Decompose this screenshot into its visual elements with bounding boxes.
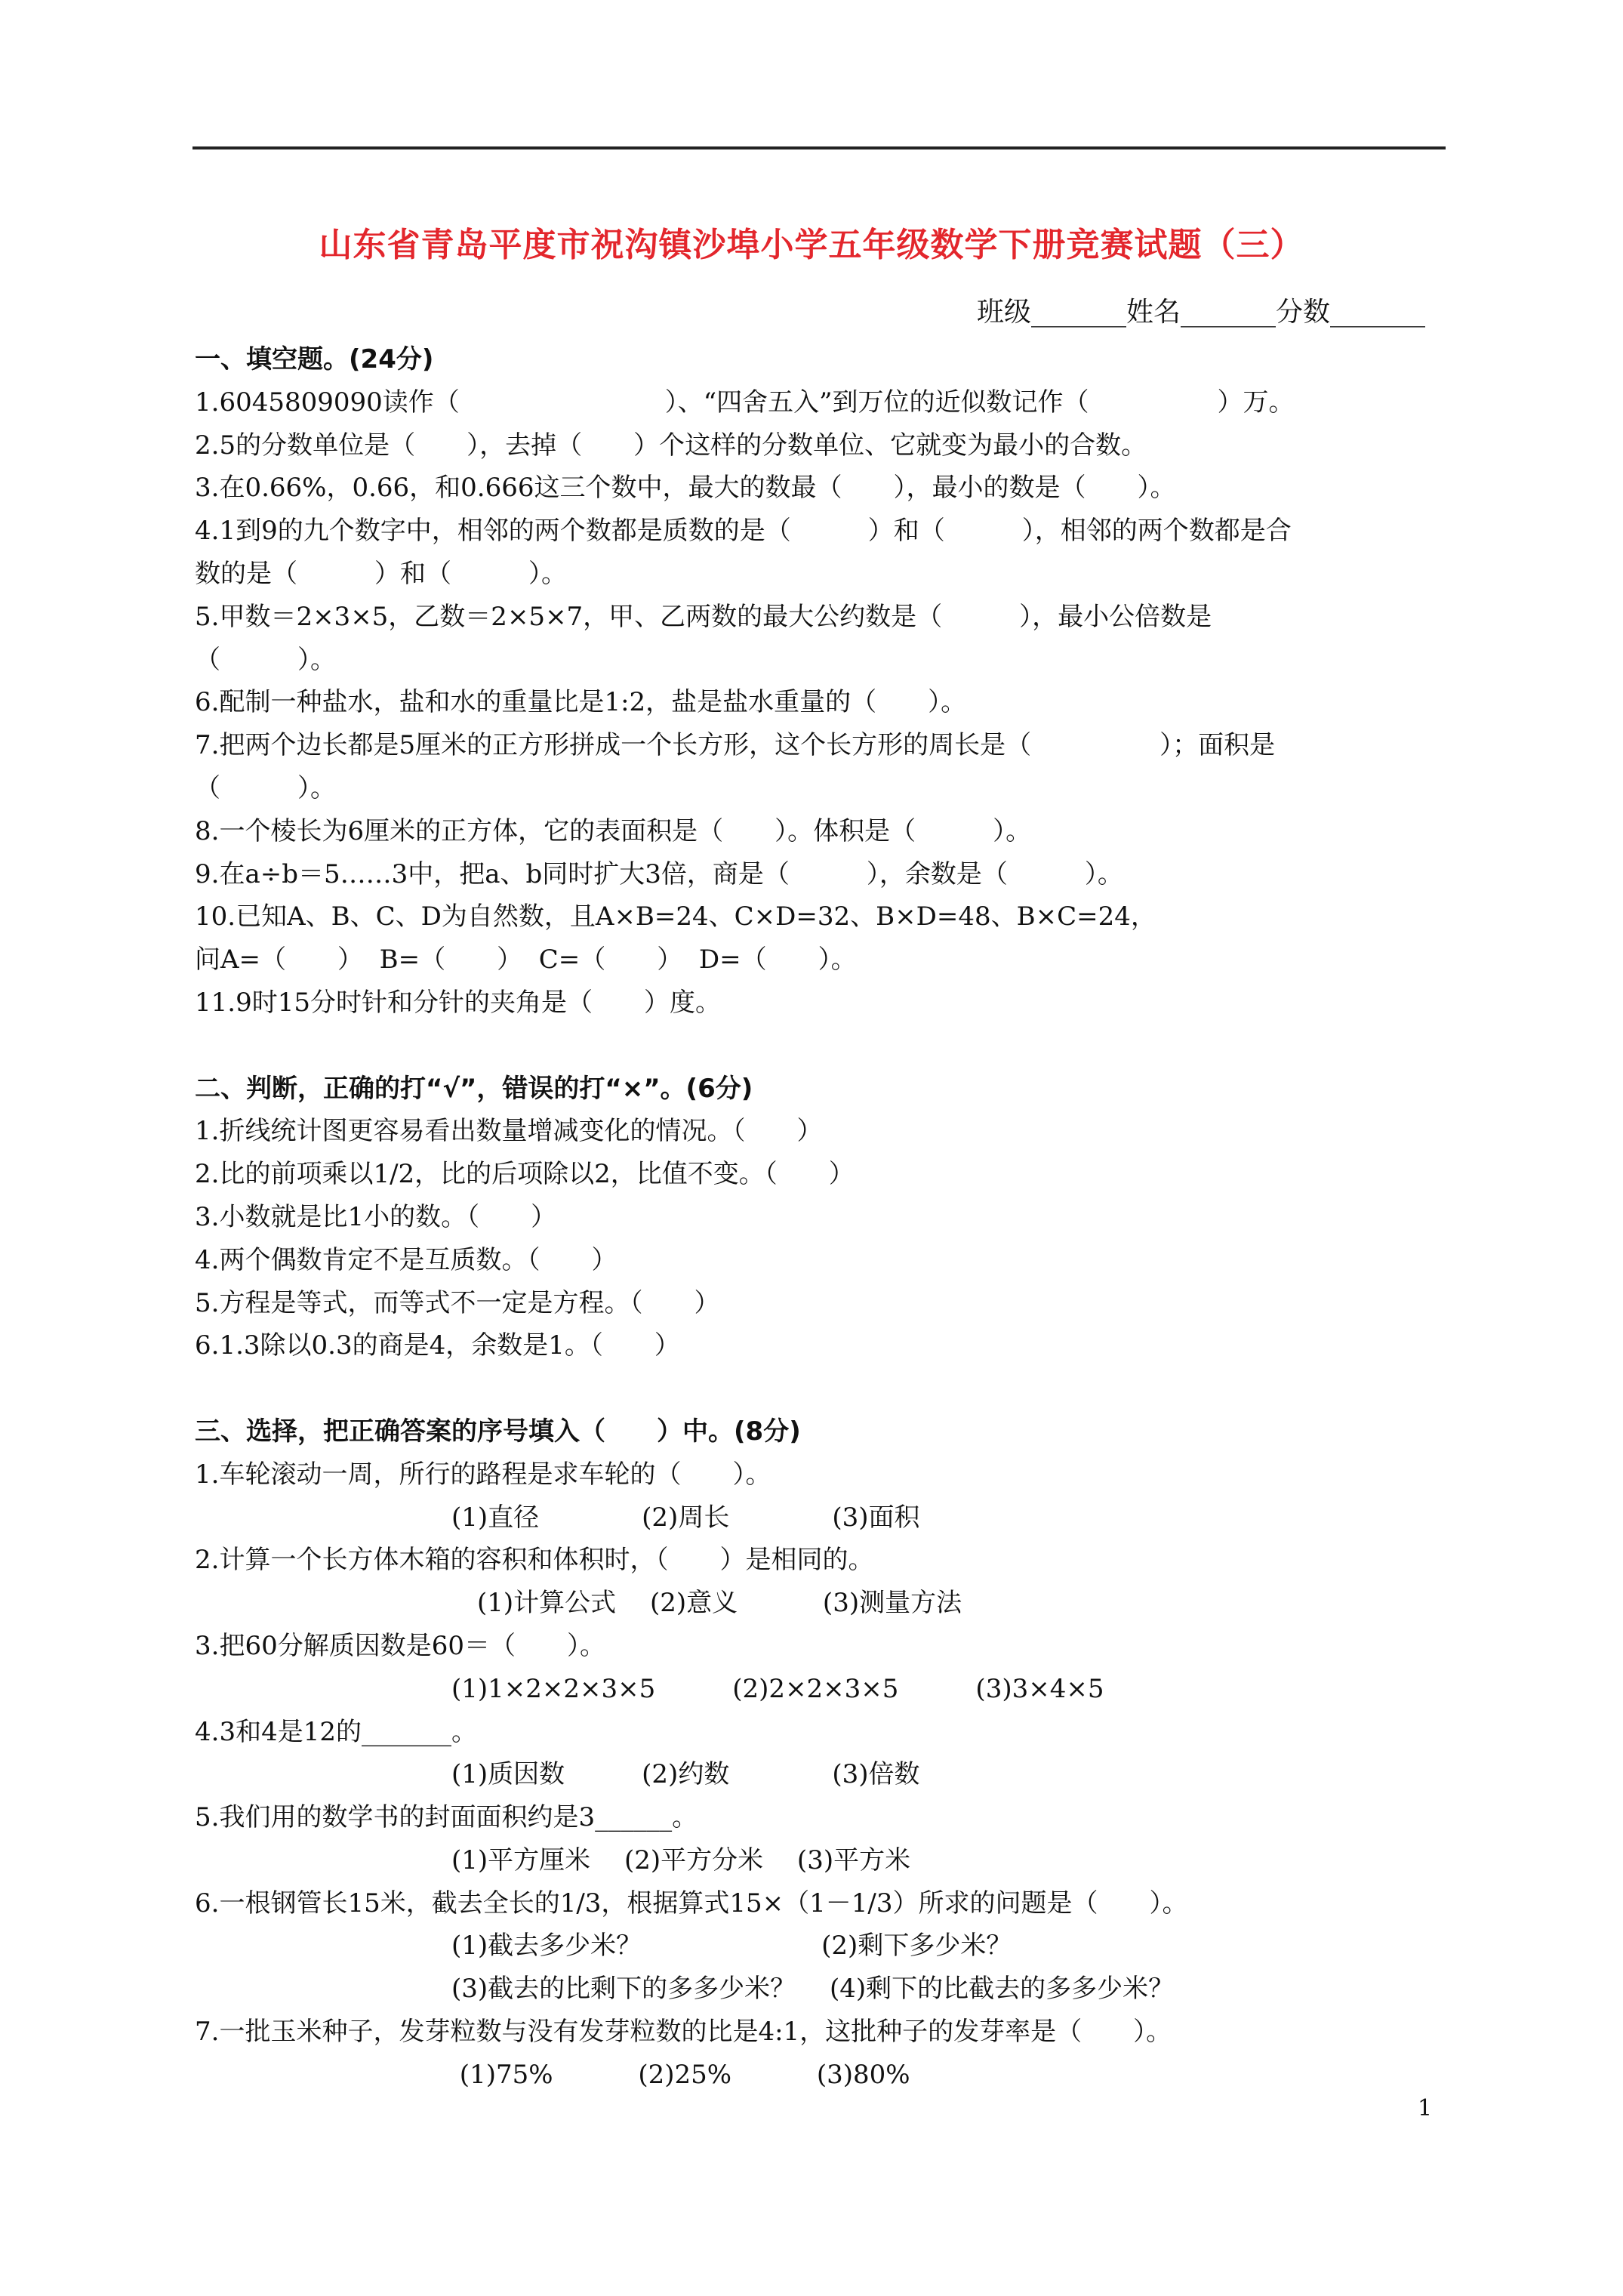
question-line: 11.9时15分时针和分针的夹角是（ ）度。 [195,987,721,1018]
section-gap [195,1367,1448,1410]
question-line: （ ）。 [195,644,336,675]
question-line: 问A=（ ） B=（ ） C=（ ） D=（ ）。 [195,945,857,975]
choice-options-line: (3)截去的比剩下的多多少米？ (4)剩下的比截去的多多少米？ [195,1974,1175,2005]
choice-options-line: (1)质因数 (2)约数 (3)倍数 [195,1759,920,1790]
question-line: 6.一根钢管长15米，截去全长的1/3，根据算式15×（1－1/3）所求的问题是（ ）。 [195,1888,1188,1918]
choice-options-line: (1)75% (2)25% (3)80% [195,2059,910,2090]
student-info-line: 班级_______姓名_______分数_______ [976,297,1425,328]
choice-options-line: (1)1×2×2×3×5 (2)2×2×3×5 (3)3×4×5 [195,1673,1104,1704]
header-rule [192,146,1446,149]
question-line: 3.小数就是比1小的数。（ ） [195,1201,557,1232]
question-line: 4.两个偶数肯定不是互质数。（ ） [195,1244,617,1275]
choice-options-line: (1)直径 (2)周长 (3)面积 [195,1502,920,1533]
section-heading-multiple-choice: 三、选择，把正确答案的序号填入（ ）中。(8分) [195,1416,801,1447]
question-line: （ ）。 [195,772,336,803]
question-line: 1.车轮滚动一周，所行的路程是求车轮的（ ）。 [195,1459,771,1490]
question-line: 2.5的分数单位是（ ），去掉（ ）个这样的分数单位、它就变为最小的合数。 [195,430,1147,461]
choice-options-line: (1)截去多少米？ (2)剩下多少米？ [195,1931,1012,1962]
question-line: 10.已知A、B、C、D为自然数，且A×B=24、C×D=32、B×D=48、B×C=24， [195,901,1156,932]
question-line: 3.把60分解质因数是60＝（ ）。 [195,1630,605,1661]
question-line: 7.把两个边长都是5厘米的正方形拼成一个长方形，这个长方形的周长是（ ）；面积是 [195,730,1276,761]
page-number: 1 [1418,2095,1433,2122]
choice-options-line: (1)计算公式 (2)意义 (3)测量方法 [195,1588,962,1619]
question-line: 数的是（ ）和（ ）。 [195,558,567,589]
question-line: 5.甲数＝2×3×5，乙数＝2×5×7，甲、乙两数的最大公约数是（ ），最小公倍数是 [195,601,1212,632]
section-heading-fill-blank: 一、填空题。(24分) [195,344,434,374]
section-heading-true-false: 二、判断，正确的打“√”，错误的打“×”。(6分) [195,1073,753,1104]
question-line: 6.配制一种盐水，盐和水的重量比是1:2，盐是盐水重量的（ ）。 [195,687,967,718]
question-line: 5.我们用的数学书的封面面积约是3______。 [195,1802,698,1833]
section-gap [195,1025,1448,1068]
question-line: 3.在0.66%，0.66，和0.666这三个数中，最大的数最（ ），最小的数是（ ）。 [195,473,1176,504]
question-line: 7.一批玉米种子，发芽粒数与没有发芽粒数的比是4:1，这批种子的发芽率是（ ）。 [195,2017,1172,2048]
question-line: 4.1到9的九个数字中，相邻的两个数都是质数的是（ ）和（ ），相邻的两个数都是合 [195,516,1292,547]
question-line: 8.一个棱长为6厘米的正方体，它的表面积是（ ）。体积是（ ）。 [195,815,1032,846]
question-line: 9.在a÷b＝5……3中，把a、b同时扩大3倍，商是（ ），余数是（ ）。 [195,858,1123,889]
question-line: 1.6045809090读作（ ）、“四舍五入”到万位的近似数记作（ ）万。 [195,387,1295,418]
question-line: 4.3和4是12的_______。 [195,1716,477,1747]
exam-content [195,338,1448,2097]
question-line: 1.折线统计图更容易看出数量增减变化的情况。（ ） [195,1116,823,1147]
question-line: 6.1.3除以0.3的商是4，余数是1。（ ） [195,1330,680,1361]
question-line: 2.比的前项乘以1/2，比的后项除以2，比值不变。（ ） [195,1159,855,1190]
page-title: 山东省青岛平度市祝沟镇沙埠小学五年级数学下册竞赛试题（三） [319,226,1304,264]
question-line: 2.计算一个长方体木箱的容积和体积时，（ ）是相同的。 [195,1545,874,1576]
question-line: 5.方程是等式，而等式不一定是方程。（ ） [195,1287,720,1318]
choice-options-line: (1)平方厘米 (2)平方分米 (3)平方米 [195,1845,911,1875]
